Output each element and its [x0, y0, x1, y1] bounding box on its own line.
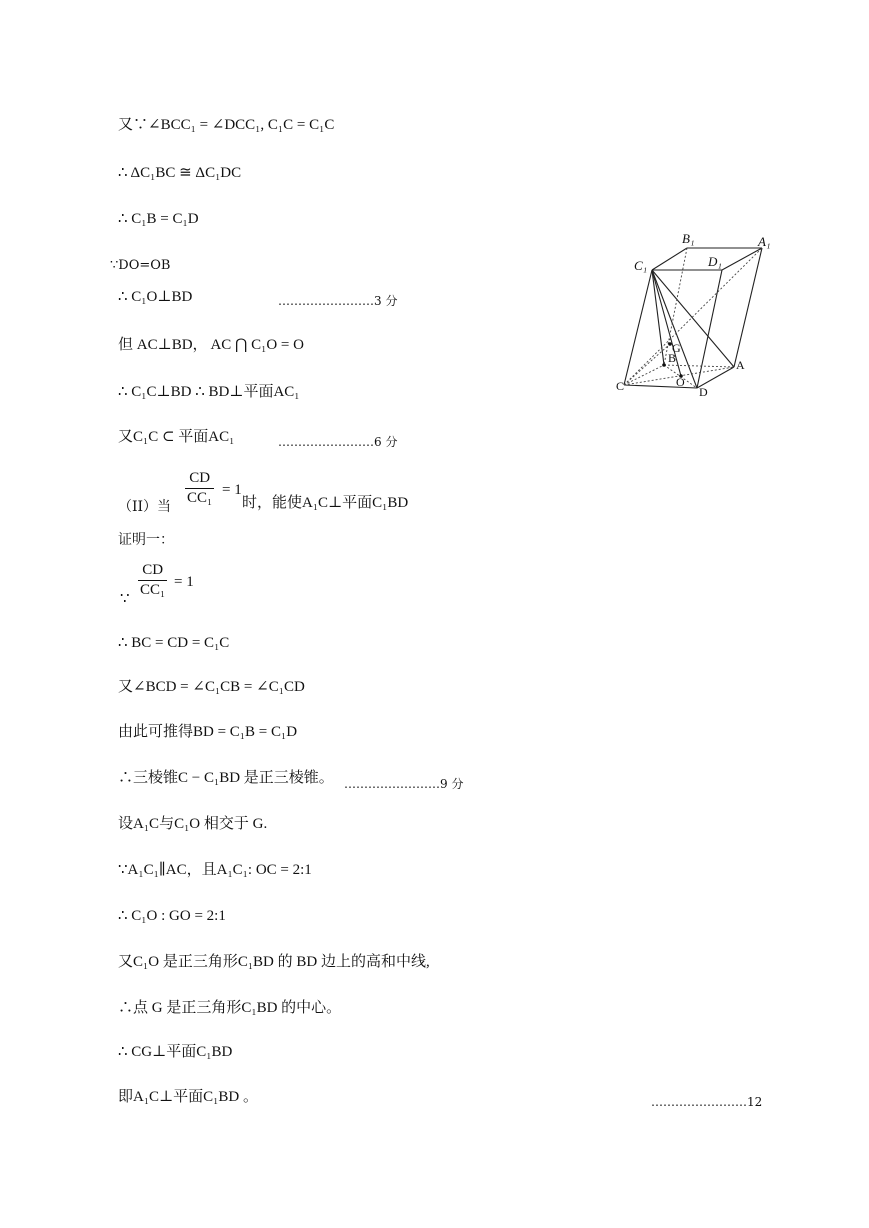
- line-bc-cd-c1c: ∴ BC = CD = C₁C: [118, 635, 230, 651]
- because-symbol: ∵: [120, 591, 130, 607]
- fraction-numerator: CD: [142, 562, 164, 578]
- line-c1o-perp-bd: ∴ C₁O⊥BD: [118, 289, 193, 305]
- fraction-bar: [185, 488, 214, 489]
- fraction-cd-cc1-a: [185, 470, 214, 507]
- score-3: ……………………3 分: [278, 294, 398, 308]
- line-bd-perp-plane: ∴ C₁C⊥BD ∴ BD⊥平面AC₁: [118, 384, 300, 400]
- line-ratio-c1o-go: ∴ C₁O : GO = 2:1: [118, 908, 226, 924]
- line-centroid: ∴点 G 是正三角形C₁BD 的中心。: [118, 1000, 342, 1016]
- label-b1: B₁: [682, 231, 695, 246]
- label-d1: D₁: [708, 254, 722, 269]
- line-congruent-triangles: ∴ ΔC₁BC ≅ ΔC₁DC: [118, 165, 242, 181]
- line-height-median: 又C₁O 是正三角形C₁BD 的 BD 边上的高和中线,: [118, 954, 430, 970]
- edge-c1-a: [652, 270, 734, 367]
- label-a: A: [736, 358, 745, 372]
- line-ac-perp-bd: 但 AC⊥BD， AC ⋂ C₁O = O: [118, 337, 304, 353]
- line-a1c1-parallel-ac: ∵A₁C₁∥AC，且A₁C₁: OC = 2:1: [118, 862, 312, 878]
- line-cg-perp-plane: ∴ CG⊥平面C₁BD: [118, 1044, 233, 1060]
- label-a1: A₁: [758, 234, 771, 249]
- label-b: B: [668, 351, 677, 365]
- line-intersect-g: 设A₁C与C₁O 相交于 G.: [118, 816, 268, 832]
- fraction-cd-cc1-b: [138, 562, 167, 599]
- edge-c-d: [624, 385, 697, 388]
- line-c1c-in-plane: 又C₁C ⊂ 平面AC₁: [118, 429, 235, 445]
- edge-c1-o: [652, 270, 681, 376]
- fraction-denominator: CC₁: [187, 490, 213, 506]
- score-6: ……………………6 分: [278, 435, 398, 449]
- edge-a1-a: [734, 248, 762, 367]
- score-9: ……………………9 分: [344, 777, 464, 791]
- line-bd-c1b-c1d: 由此可推得BD = C₁B = C₁D: [118, 724, 298, 740]
- part-ii-label: （II）当: [118, 499, 172, 515]
- proof-one-label: 证明一：: [118, 532, 174, 548]
- edge-c1-d: [652, 270, 697, 388]
- edge-c1-c: [624, 270, 652, 385]
- label-o: O: [676, 375, 685, 389]
- line-do-ob: ∵DO=OB: [110, 258, 171, 273]
- label-g: G: [672, 341, 681, 355]
- fraction-rhs-a: = 1: [222, 482, 242, 498]
- line-angles-equal: 又∠BCD = ∠C₁CB = ∠C₁CD: [118, 679, 305, 695]
- part-ii-condition: 时，能使A₁C⊥平面C₁BD: [242, 495, 409, 511]
- hidden-edge-b-a: [664, 365, 734, 367]
- edge-d1-a1: [722, 248, 762, 270]
- edge-c1-b1: [652, 248, 687, 270]
- line-angle-equality: 又∵∠BCC₁ = ∠DCC₁, C₁C = C₁C: [118, 117, 335, 133]
- fraction-denominator: CC₁: [140, 582, 166, 598]
- point-b: [662, 363, 666, 367]
- label-d: D: [699, 385, 708, 398]
- fraction-rhs-b: = 1: [174, 574, 194, 590]
- line-conclusion: 即A₁C⊥平面C₁BD 。: [118, 1089, 258, 1105]
- label-c1: C₁: [634, 258, 648, 273]
- fraction-numerator: CD: [189, 470, 211, 486]
- edge-d1-d: [697, 270, 722, 388]
- fraction-bar: [138, 580, 167, 581]
- prism-figure: [612, 228, 772, 398]
- line-regular-pyramid: ∴三棱锥C − C₁BD 是正三棱锥。: [118, 770, 334, 786]
- line-c1b-equals-c1d: ∴ C₁B = C₁D: [118, 211, 199, 227]
- label-c: C: [616, 379, 625, 393]
- score-12: ……………………12: [651, 1095, 763, 1109]
